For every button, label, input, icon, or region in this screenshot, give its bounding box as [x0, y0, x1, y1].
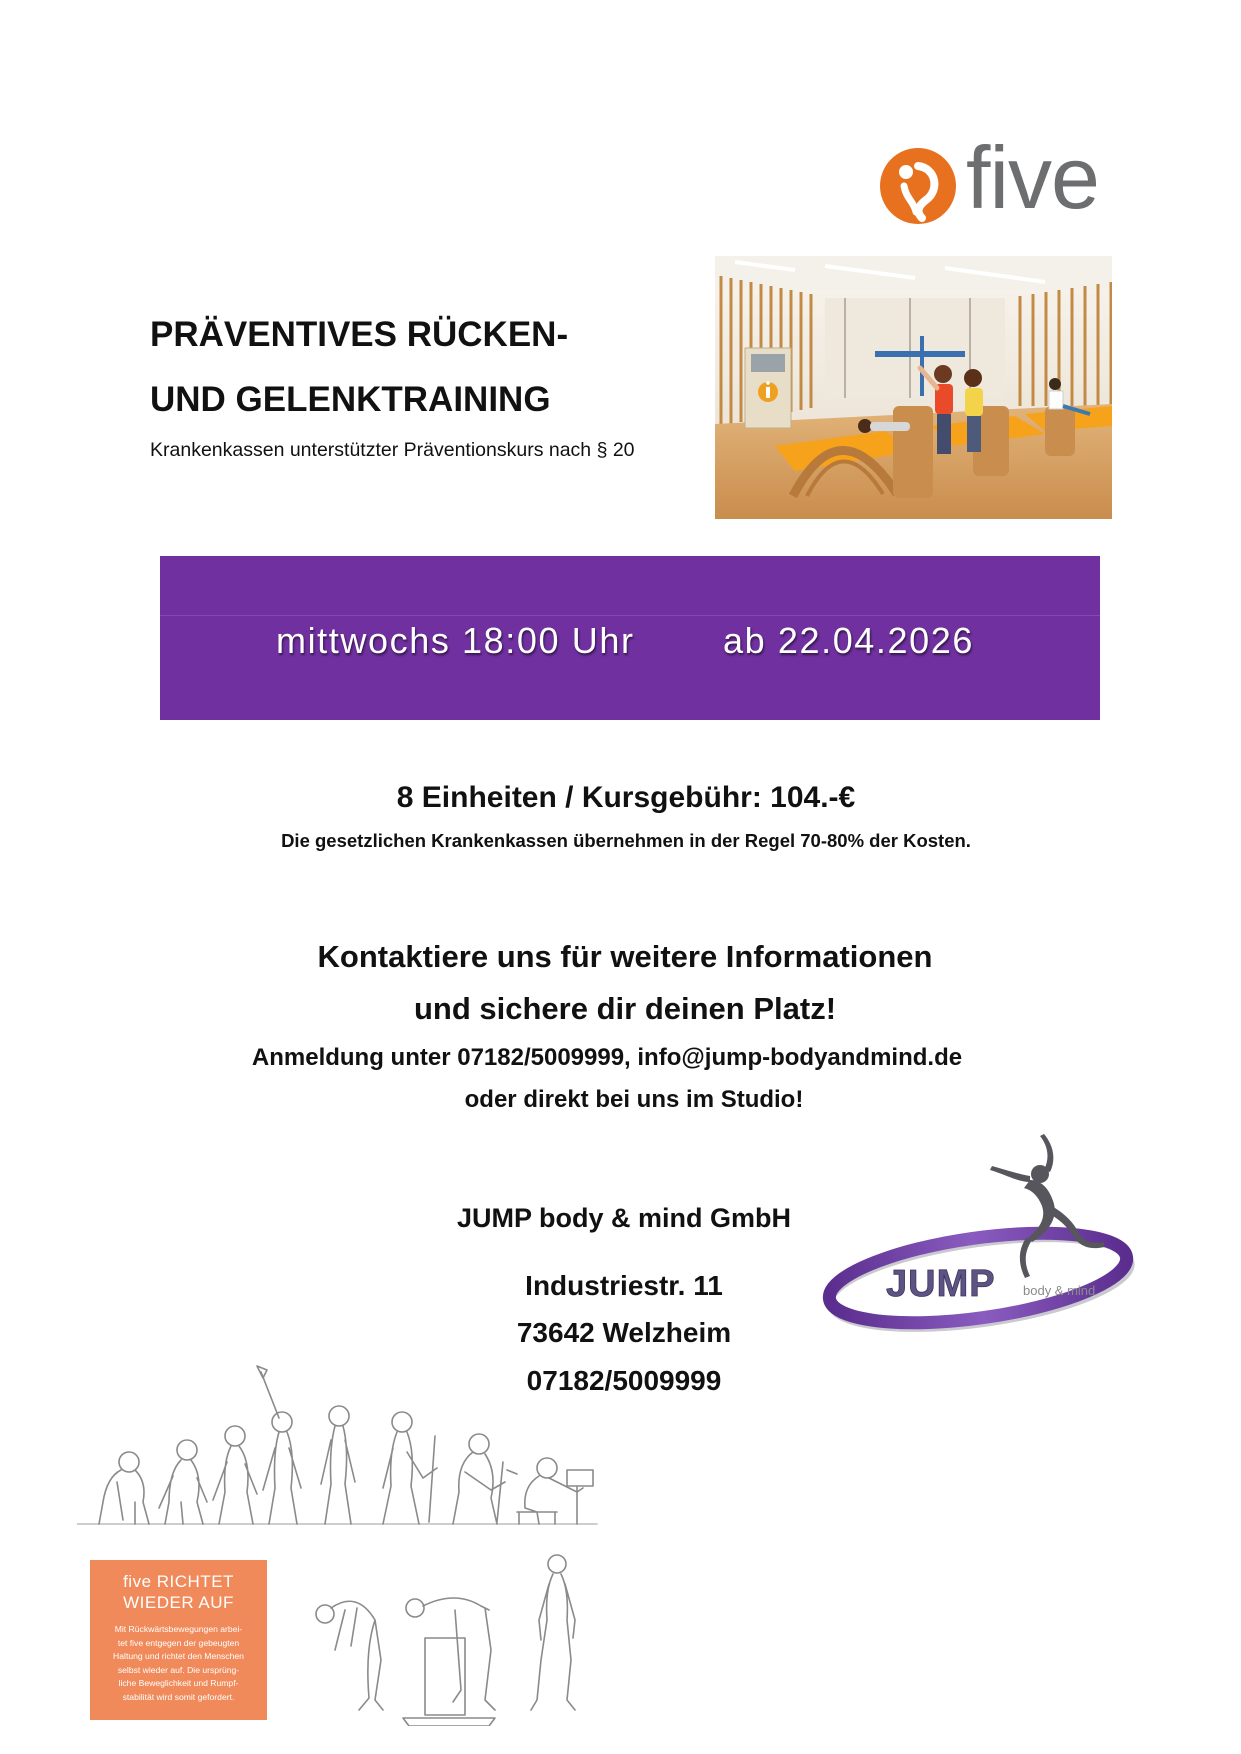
- jump-logo-image: [818, 1130, 1148, 1350]
- gym-photo: [715, 256, 1112, 519]
- contact-studio-line: oder direkt bei uns im Studio!: [464, 1086, 804, 1113]
- five-box-title-line-2: WIEDER AUF: [123, 1593, 234, 1612]
- five-box-title-line-1: five RICHTET: [123, 1572, 234, 1591]
- five-box-text: [94, 1623, 263, 1704]
- gym-photo-image: [715, 256, 1112, 519]
- jump-logo-tagline: body & mind: [1023, 1283, 1096, 1298]
- address-city: 73642 Welzheim: [516, 1317, 732, 1348]
- five-logo-wordmark: five: [966, 128, 1099, 227]
- sketch-figure: [159, 1440, 207, 1524]
- sketch-figure: [257, 1366, 301, 1524]
- posture-sketch-image: [305, 1550, 635, 1726]
- banner-start-date: ab 22.04.2026: [723, 620, 975, 661]
- email-link[interactable]: info@jump-bodyandmind.de: [637, 1044, 963, 1071]
- page-subtitle: Krankenkassen unterstützter Präventionskurs nach § 20: [150, 439, 635, 461]
- contact-heading-line-1: Kontaktiere uns für weitere Informationen: [317, 939, 933, 974]
- page-title-line-1: PRÄVENTIVES RÜCKEN-: [150, 315, 569, 354]
- address-street: Industriestr. 11: [525, 1270, 723, 1301]
- registration-prefix: Anmeldung unter 07182/5009999,: [251, 1044, 638, 1071]
- jump-logo-name: JUMP: [886, 1263, 996, 1305]
- sketch-figure: [213, 1426, 257, 1524]
- address-phone: 07182/5009999: [526, 1365, 722, 1396]
- sketch-figure: [403, 1598, 495, 1726]
- five-logo-icon: [878, 146, 958, 226]
- sketch-figure: [383, 1412, 437, 1524]
- ceiling-lights: [715, 256, 1112, 290]
- five-box-text-line: Mit Rückwärtsbewegungen arbei-: [114, 1624, 243, 1634]
- sketch-figure: [453, 1434, 517, 1524]
- sketch-figure: [517, 1458, 593, 1524]
- price-headline: 8 Einheiten / Kursgebühr: 104.-€: [396, 781, 856, 814]
- banner-divider: [160, 615, 1100, 616]
- info-terminal: [745, 348, 791, 428]
- sketch-figure: [321, 1406, 355, 1524]
- five-box-text-line: tet five entgegen der gebeugten: [117, 1637, 240, 1648]
- jump-logo: [818, 1130, 1148, 1350]
- five-box-text-line: liche Beweglichkeit und Rumpf-: [118, 1678, 239, 1688]
- evolution-sketch-image: [77, 1352, 662, 1544]
- evolution-sketch: [77, 1352, 662, 1544]
- banner-day-time: mittwochs 18:00 Uhr: [276, 620, 635, 661]
- price-note: Die gesetzlichen Krankenkassen übernehmen in der Regel 70-80% der Kosten.: [281, 830, 971, 851]
- five-box-text-line: Haltung und richtet den Menschen: [113, 1651, 244, 1661]
- company-name: JUMP body & mind GmbH: [456, 1203, 792, 1233]
- sketch-figure: [531, 1555, 575, 1710]
- contact-heading-line-2: und sichere dir deinen Platz!: [413, 991, 837, 1026]
- five-info-box: [90, 1560, 267, 1720]
- five-logo: [878, 128, 1108, 230]
- sketch-figure: [316, 1601, 383, 1710]
- sketch-figure: [99, 1452, 149, 1524]
- posture-sketch: [305, 1550, 635, 1726]
- page-title-line-2: UND GELENKTRAINING: [150, 380, 551, 419]
- contact-registration-line: [157, 1042, 1057, 1074]
- five-box-text-line: stabilität wird somit gefordert.: [122, 1691, 235, 1702]
- five-box-text-line: selbst wieder auf. Die ursprüng-: [117, 1664, 240, 1675]
- course-date-banner: [160, 556, 1100, 720]
